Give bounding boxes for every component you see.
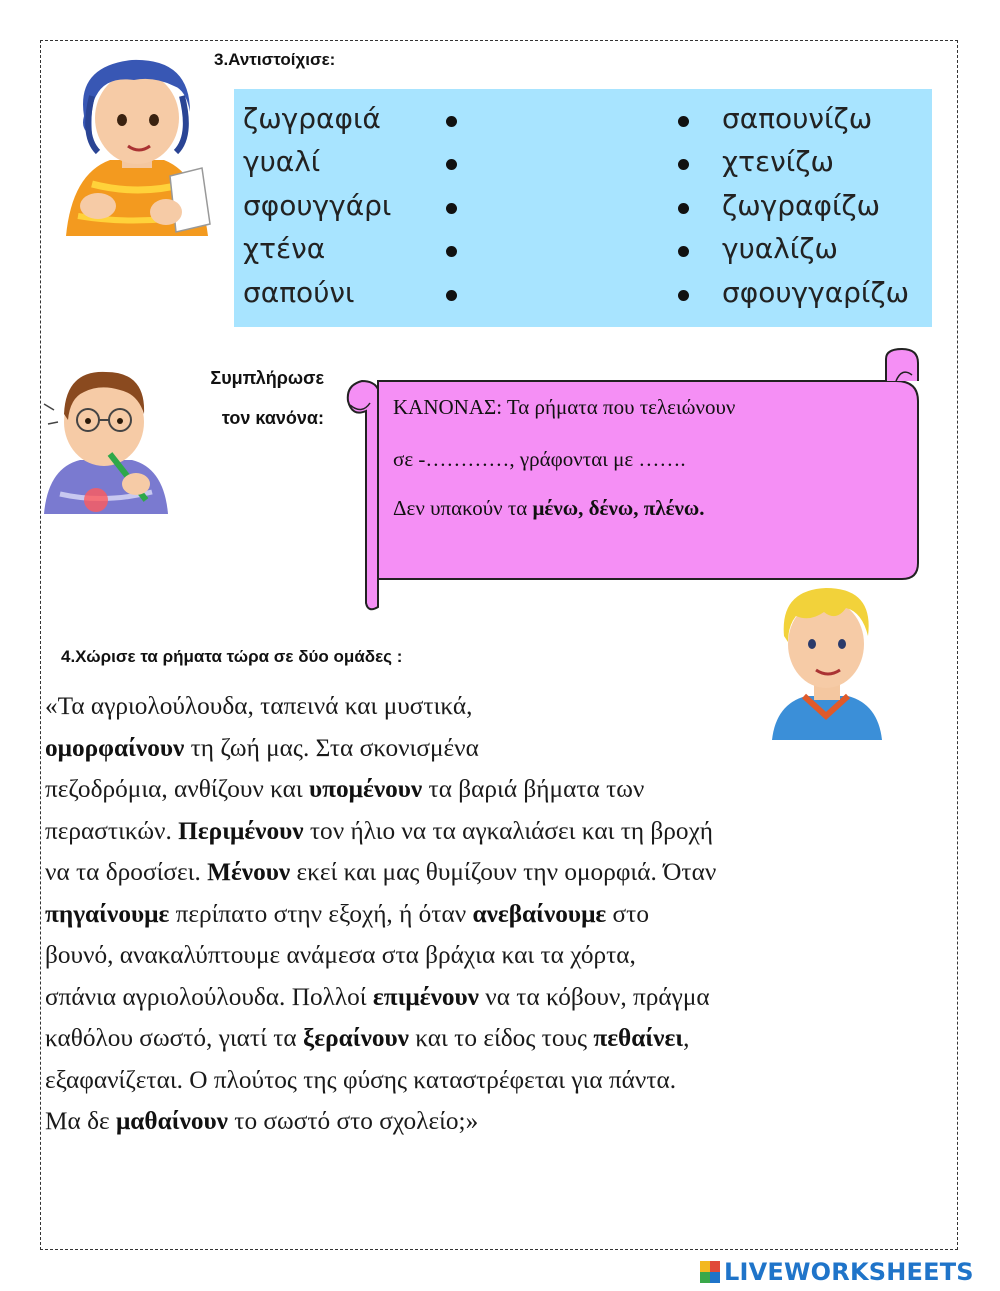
story-line [45, 769, 950, 811]
exercise-4-title: 4.Χώρισε τα ρήματα τώρα σε δύο ομάδες : [61, 647, 403, 666]
story-line [45, 1101, 950, 1143]
story-segment: εξαφανίζεται. Ο πλούτος της φύσης καταστρέφεται για πάντα. [45, 1065, 677, 1094]
story-line [45, 977, 950, 1019]
story-segment: «Τα αγριολούλουδα, ταπεινά και μυστικά, [45, 692, 473, 720]
exercise-3-title: 3.Αντιστοίχισε: [214, 50, 336, 69]
right-word: χτενίζω [722, 145, 834, 178]
right-match-dot[interactable] [678, 203, 689, 214]
rule-instruction-line: τον κανόνα: [221, 408, 324, 428]
story-line [45, 1018, 950, 1060]
story-segment: το σωστό στο σχολείο;» [227, 1107, 479, 1135]
rule-instruction [150, 368, 324, 429]
right-match-dot[interactable] [678, 246, 689, 257]
rule-exceptions-prefix: Δεν υπακούν τα [393, 496, 533, 520]
highlighted-verb: πεθαίνει [593, 1024, 684, 1052]
story-line [45, 728, 950, 770]
right-match-dot[interactable] [678, 290, 689, 301]
highlighted-verb: ανεβαίνουμε [472, 899, 607, 928]
story-segment: , [683, 1024, 690, 1052]
girl-illustration [62, 56, 214, 236]
highlighted-verb: επιμένουν [372, 982, 479, 1011]
story-segment: σπάνια αγριολούλουδα. Πολλοί [45, 982, 373, 1011]
story-segment: Μα δε [45, 1107, 116, 1135]
liveworksheets-logo-text: LIVEWORKSHEETS [724, 1258, 974, 1286]
story-segment: και το είδος τους [408, 1024, 594, 1052]
left-word: σαπούνι [243, 276, 355, 309]
highlighted-verb: Μένουν [207, 858, 291, 886]
story-text [45, 686, 950, 1143]
rule-text-line-3 [393, 496, 705, 521]
story-line [45, 811, 950, 853]
story-segment: βουνό, ανακαλύπτουμε ανάμεσα στα βράχια και τα χόρτα, [45, 941, 636, 969]
highlighted-verb: πηγαίνουμε [45, 899, 170, 928]
right-word: γυαλίζω [722, 232, 838, 265]
story-segment: τα βαριά βήματα των [422, 775, 645, 803]
rule-exceptions-verbs: μένω, δένω, πλένω. [532, 496, 705, 520]
right-match-dot[interactable] [678, 159, 689, 170]
highlighted-verb: υπομένουν [309, 775, 423, 803]
story-line [45, 894, 950, 936]
story-line [45, 1060, 950, 1102]
story-segment: πεζοδρόμια, ανθίζουν και [45, 775, 310, 803]
right-word: ζωγραφίζω [722, 189, 881, 222]
story-segment: τον ήλιο να τα αγκαλιάσει και τη βροχή [303, 816, 714, 845]
right-match-dot[interactable] [678, 116, 689, 127]
story-segment: τη ζωή μας. Στα σκονισμένα [184, 733, 479, 762]
rule-text-line-2: σε -…………, γράφονται με ……. [393, 447, 686, 471]
rule-text-line-1: ΚΑΝΟΝΑΣ: Τα ρήματα που τελειώνουν [393, 395, 736, 419]
highlighted-verb: μαθαίνουν [115, 1107, 228, 1135]
story-segment: εκεί και μας θυμίζουν την ομορφιά. Όταν [290, 858, 717, 886]
left-word: ζωγραφιά [243, 102, 381, 135]
highlighted-verb: Περιμένουν [178, 816, 304, 845]
story-segment: να τα κόβουν, πράγμα [478, 982, 710, 1011]
liveworksheets-logo [700, 1258, 974, 1286]
liveworksheets-logo-icon [700, 1261, 720, 1283]
right-word: σαπουνίζω [722, 102, 873, 135]
left-word: γυαλί [243, 145, 321, 178]
story-segment: καθόλου σωστό, γιατί τα [45, 1024, 303, 1052]
right-word: σφουγγαρίζω [722, 276, 910, 309]
rule-scroll [340, 345, 930, 613]
story-line [45, 935, 950, 977]
story-line [45, 686, 950, 728]
story-line [45, 852, 950, 894]
rule-instruction-line: Συμπλήρωσε [210, 368, 324, 388]
left-word: σφουγγάρι [243, 189, 392, 222]
left-match-dot[interactable] [446, 290, 457, 301]
left-match-dot[interactable] [446, 159, 457, 170]
story-segment: περαστικών. [45, 816, 179, 845]
story-segment: περίπατο στην εξοχή, ή όταν [169, 899, 473, 928]
left-match-dot[interactable] [446, 246, 457, 257]
highlighted-verb: ομορφαίνουν [45, 733, 185, 762]
left-word: χτένα [243, 232, 326, 265]
left-match-dot[interactable] [446, 203, 457, 214]
story-segment: στο [606, 899, 649, 928]
left-match-dot[interactable] [446, 116, 457, 127]
highlighted-verb: ξεραίνουν [302, 1024, 409, 1052]
story-segment: να τα δροσίσει. [45, 858, 208, 886]
